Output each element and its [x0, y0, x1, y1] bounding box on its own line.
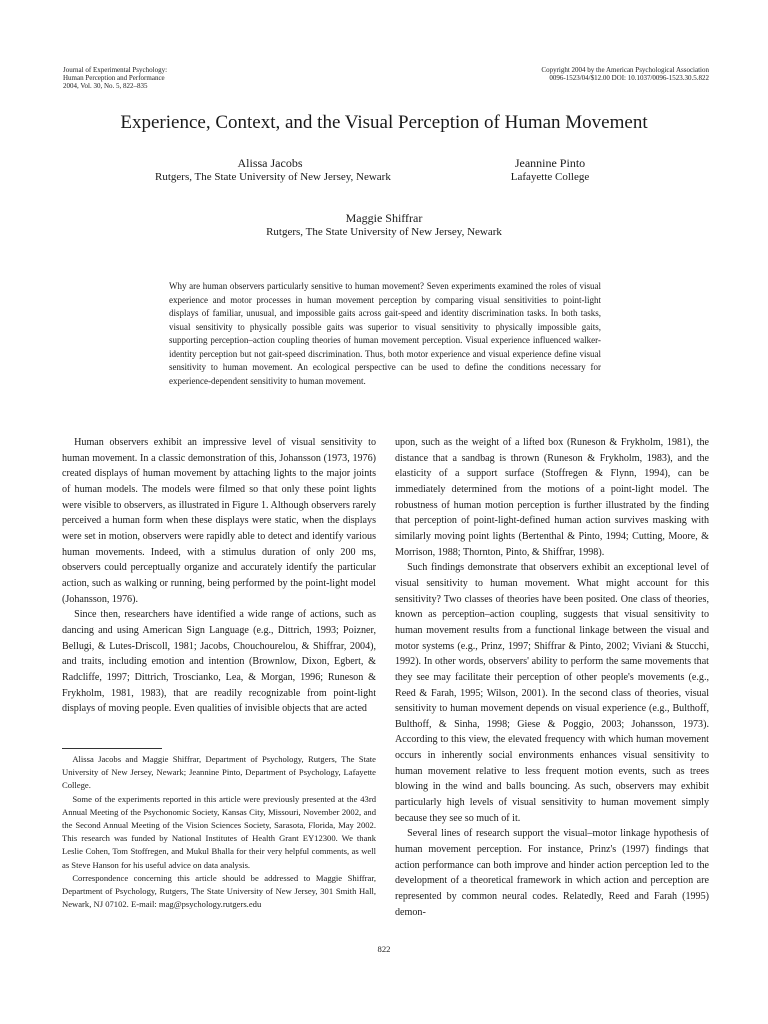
page-number: 822 — [377, 944, 391, 954]
body-paragraph: Several lines of research support the visual–motor linkage hypothesis of human movement perception. For instance, Prinz's (1997) findings that action performance can both improve and hinder action perception led to the development of a theoretical framework in which action and perception are represented by common neural codes. Relatedly, Reed and Farah (1995) demon- — [395, 828, 709, 918]
body-column-left — [62, 435, 376, 717]
author-block-jacobs — [155, 156, 391, 184]
copyright-info — [541, 66, 709, 82]
body-paragraph: Such findings demonstrate that observers exhibit an exceptional level of visual sensitivity to human movement. What might account for this sensitivity? Two classes of theories have been posited. One class of theories, known as perception–action coupling, suggests that visual sensitivity to human movement results from a functional linkage between the visual and motor systems (e.g., Prinz, 1997; Shiffrar & Pinto, 2002; Viviani & Stucchi, 1992). In other words, observers' ability to perform the same movements that they see may facilitate their perception of other people's movements (e.g., Reed & Farah, 1995; Wilson, 2001). In the second class of theories, visual sensitivity to human movement depends on visual experience (e.g., Bulthoff, Bulthoff, & Sinha, 1998; Giese & Poggio, 2003; Johansson, 1973). According to this view, the elevated frequency with which human movement occurs in inherently social environments enhances visual sensitivity to human movement relative to less frequent motion events, such as trees blowing in the wind and balls bouncing. As such, observers may exhibit particularly high levels of visual sensitivity to human movement simply because they see so much of it. — [395, 562, 709, 824]
journal-info-line: 2004, Vol. 30, No. 5, 822–835 — [63, 82, 148, 90]
article-title: Experience, Context, and the Visual Perception of Human Movement — [120, 112, 648, 133]
footnote-divider — [62, 748, 162, 749]
body-paragraph: upon, such as the weight of a lifted box (Runeson & Frykholm, 1981), the distance that a sandbag is thrown (Runeson & Frykholm, 1983), and the elasticity of a support surface (Stoffregen & Flynn, 1994), can be immediately determined from the motions of a point-light model. The robustness of human motion perception is further illustrated by the finding that perception of point-light-defined human action survives masking with similarly moving point lights (Bertenthal & Pinto, 1994; Cutting, Moore, & Morrison, 1988; Thornton, Pinto, & Shiffrar, 1998). — [395, 437, 709, 558]
body-column-right — [395, 435, 709, 920]
doi-line: 0096-1523/04/$12.00 DOI: 10.1037/0096-1523.30.5.822 — [549, 74, 709, 82]
author-affiliation: Rutgers, The State University of New Jersey, Newark — [155, 171, 391, 183]
copyright-line: Copyright 2004 by the American Psychological Association — [541, 66, 709, 74]
author-block-shiffrar — [234, 211, 534, 239]
author-name: Jeannine Pinto — [514, 156, 586, 170]
footnote-acknowledgments: Some of the experiments reported in this article were previously presented at the 43rd Annual Meeting of the Psychonomic Society, Kansas City, Missouri, November 2002, and the Second Annual Meeting of the Vision Sciences Society, Sarasota, Florida, May 2002. This research was funded by National Institutes of Health Grant EY12300. We thank Leslie Cohen, Tom Stoffregen, and Mukul Bhalla for their very helpful comments, as well as Steve Hanson for his useful advice on data analysis. — [62, 793, 376, 870]
author-name: Alissa Jacobs — [237, 156, 303, 170]
abstract: Why are human observers particularly sensitive to human movement? Seven experiments examined the roles of visual experience and motor processes in human movement perception by comparing visual sensitivities to point-light displays of familiar, unusual, and impossible gaits across gait-speed and identity discrimination tasks. In both tasks, visual sensitivity to physically possible gaits was superior to visual sensitivity to physically impossible gaits, supporting perception–action coupling theories of human movement perception. Visual experience influenced walker-identity perception but not gait-speed discrimination. Thus, both motor experience and visual experience define visual sensitivity to human movement. An ecological perspective can be used to define the conditions necessary for experience-dependent sensitivity to human movement. — [169, 281, 601, 386]
body-paragraph: Human observers exhibit an impressive level of visual sensitivity to human movement. In a classic demonstration of this, Johansson (1973, 1976) created displays of human movement by attaching lights to the major joints of human models. The models were filmed so that only these point lights were visible to observers, as illustrated in Figure 1. Although observers rarely perceived a human form when these displays were static, when the displays were set in motion, observers were rapidly able to detect and identify various human movements. Indeed, with a stimulus duration of only 200 ms, observers could perceptually organize and accurately identify the particular action, such as walking or running, being performed by the point-light model (Johansson, 1976). — [62, 437, 376, 605]
journal-info-line: Human Perception and Performance — [63, 74, 165, 82]
author-affiliation: Rutgers, The State University of New Jersey, Newark — [266, 226, 502, 238]
footnote-affiliations: Alissa Jacobs and Maggie Shiffrar, Department of Psychology, Rutgers, The State University of New Jersey, Newark; Jeannine Pinto, Department of Psychology, Lafayette College. — [62, 754, 376, 791]
footnote-correspondence: Correspondence concerning this article should be addressed to Maggie Shiffrar, Department of Psychology, Rutgers, The State University of New Jersey, 301 Smith Hall, Newark, NJ 07102. E-mail: mag@psychology.rutgers.edu — [62, 872, 376, 910]
author-name: Maggie Shiffrar — [345, 211, 423, 225]
journal-info-line: Journal of Experimental Psychology: — [63, 66, 168, 74]
journal-info — [63, 66, 167, 90]
author-affiliation: Lafayette College — [510, 171, 590, 183]
footnotes — [62, 753, 376, 911]
author-block-pinto — [470, 156, 630, 184]
body-paragraph: Since then, researchers have identified a wide range of actions, such as dancing and using American Sign Language (e.g., Dittrich, 1993; Poizner, Bellugi, & Lutes-Driscoll, 1981; Jacobs, Chouchourelou, & Shiffrar, 2004), and traits, including emotion and intention (Brownlow, Dixon, Egbert, & Radcliffe, 1997; Dittrich, Troscianko, Lea, & Morgan, 1996; Runeson & Frykholm, 1981, 1983), that are readily recognizable from point-light displays of moving people. Even qualities of invisible objects that are acted — [62, 609, 376, 715]
